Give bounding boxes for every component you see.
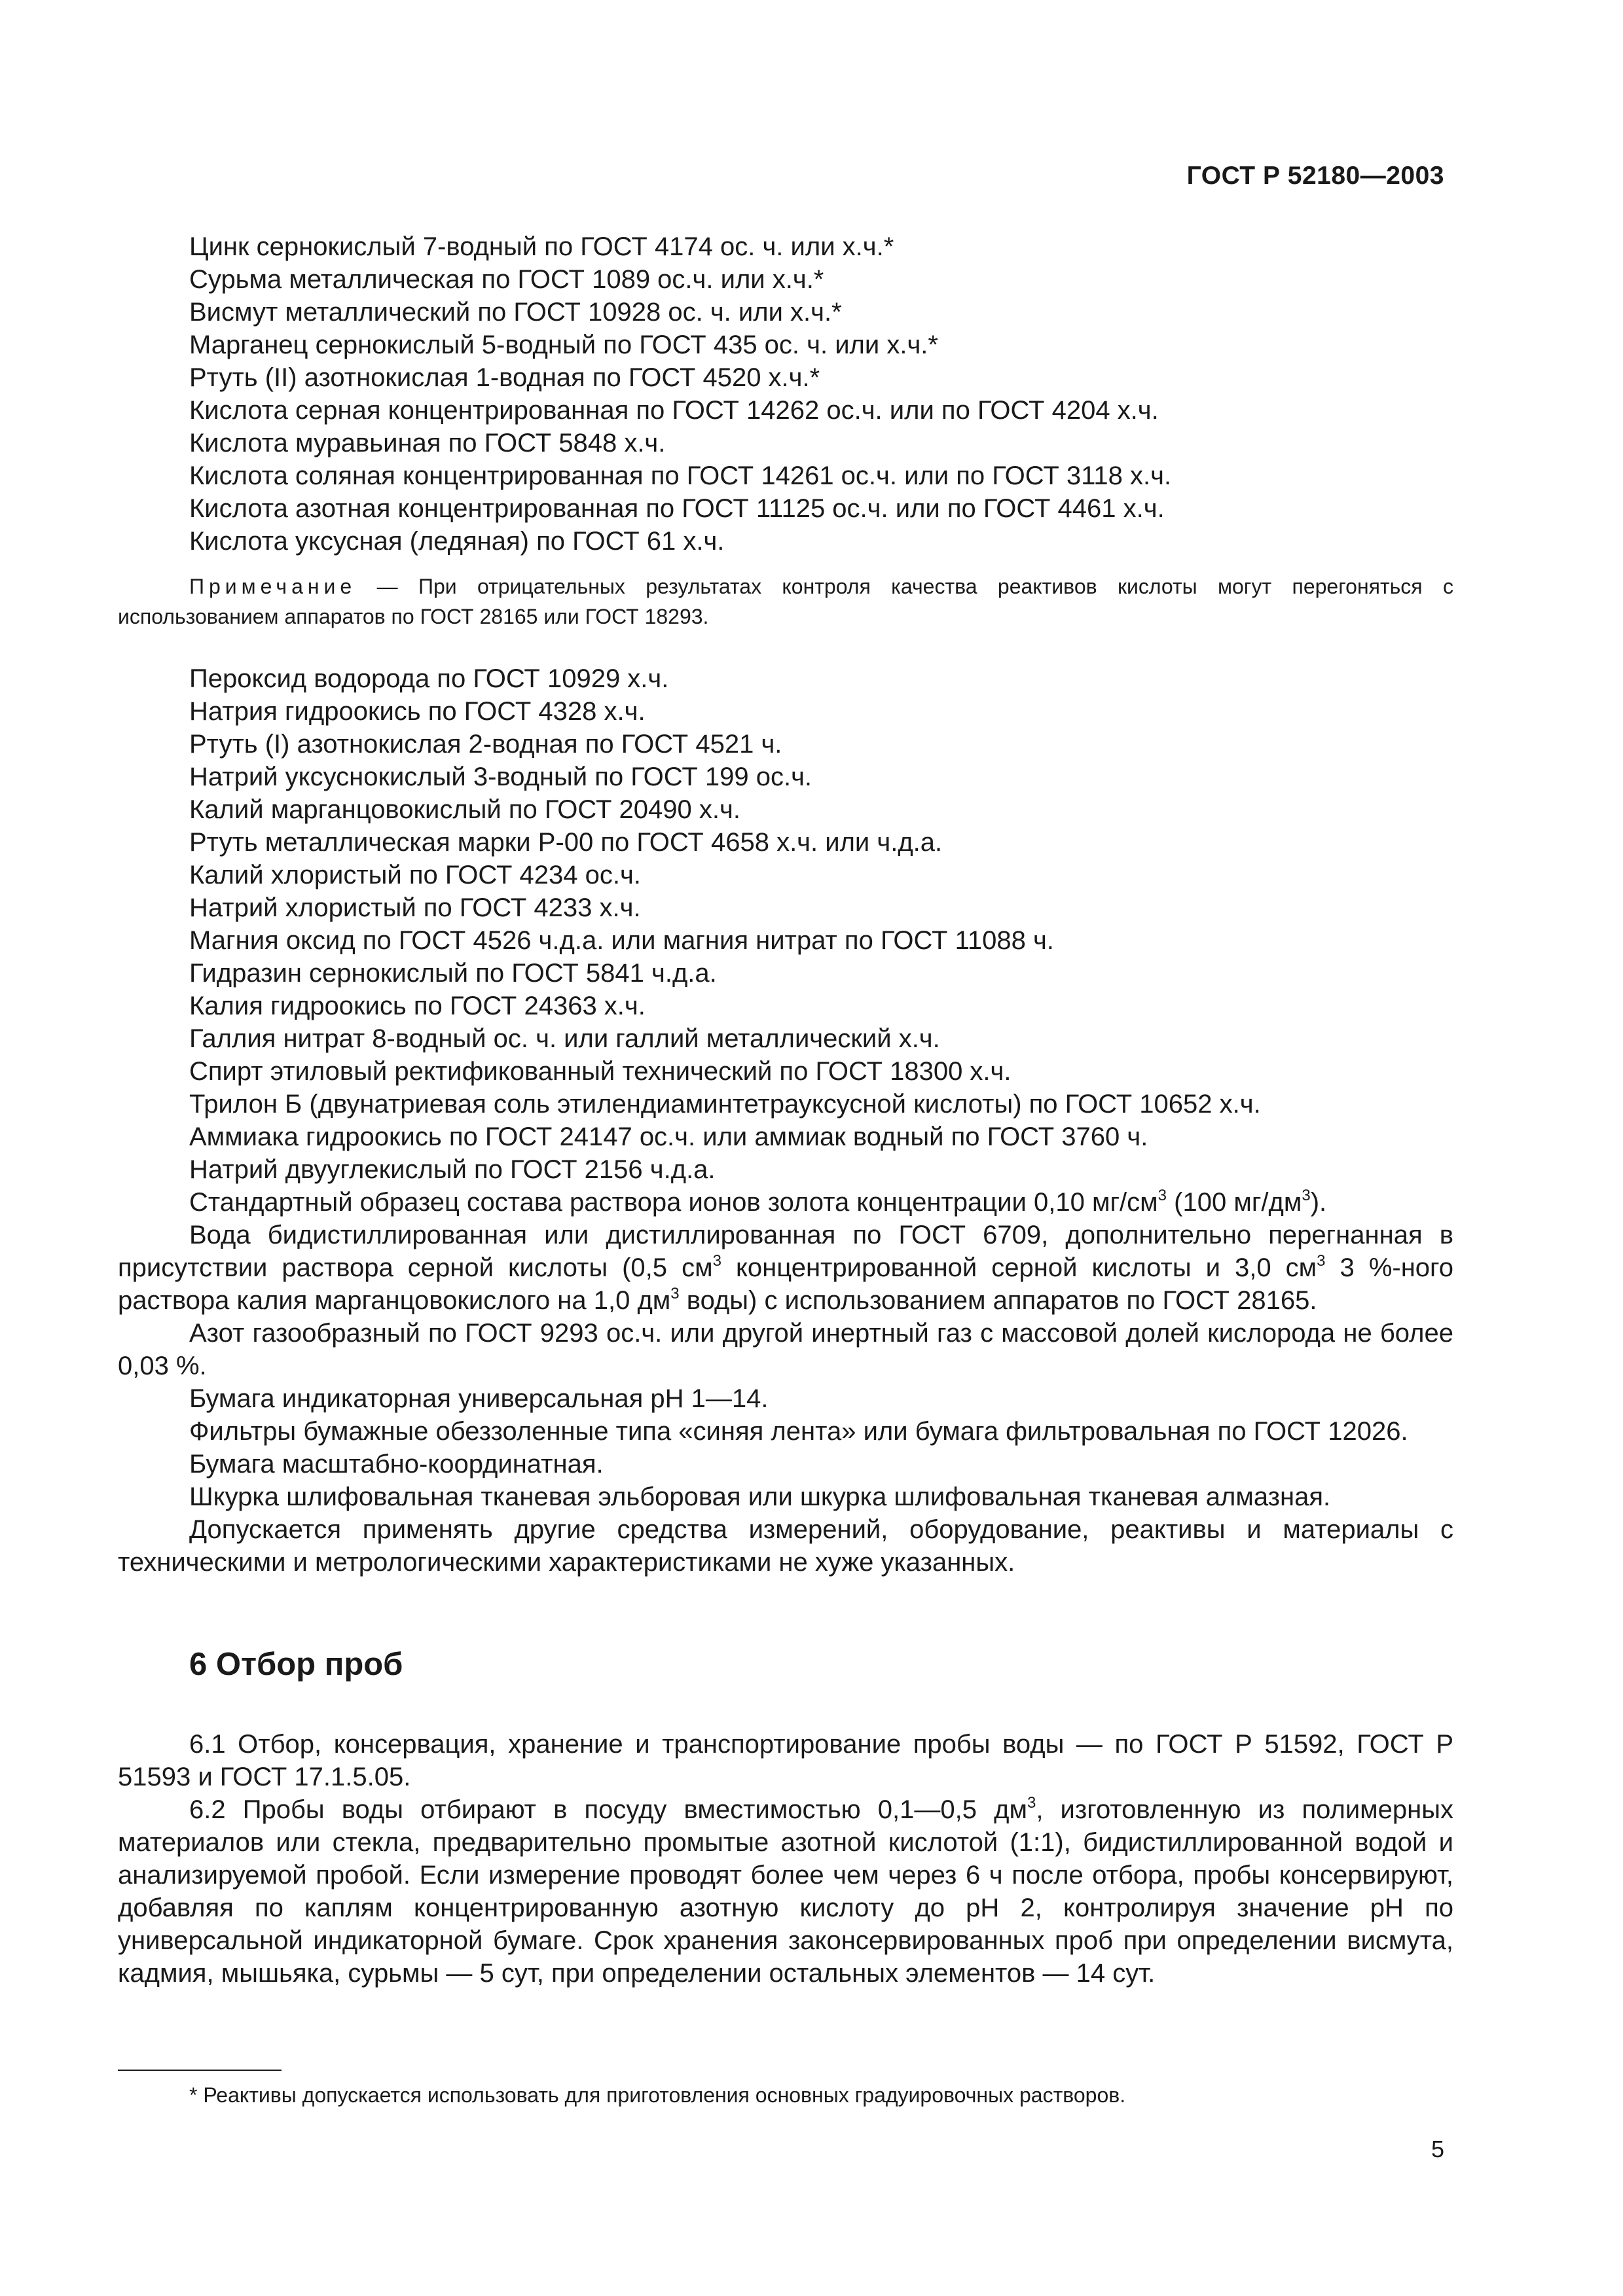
list-item: Натрий уксуснокислый 3-водный по ГОСТ 199 ос.ч.: [189, 762, 812, 791]
reagent-list-1: [118, 230, 1453, 558]
list-item: Марганец сернокислый 5-водный по ГОСТ 435 ос. ч. или х.ч.*: [189, 331, 938, 359]
paragraph: [118, 1793, 1453, 1990]
list-item: Кислота серная концентрированная по ГОСТ 14262 ос.ч. или по ГОСТ 4204 х.ч.: [189, 396, 1159, 425]
superscript: 3: [1302, 1187, 1311, 1204]
text-run: воды) с использованием аппаратов по ГОСТ 28165.: [679, 1286, 1317, 1315]
list-item: Пероксид водорода по ГОСТ 10929 х.ч.: [189, 664, 669, 693]
list-item: Натрий двууглекислый по ГОСТ 2156 ч.д.а.: [189, 1155, 716, 1184]
superscript: 3: [1027, 1794, 1036, 1812]
list-item: Ртуть (I) азотнокислая 2-водная по ГОСТ 4521 ч.: [189, 730, 782, 759]
superscript: 3: [670, 1285, 680, 1302]
note-label: Примечание: [189, 575, 357, 598]
note-text: — При отрицательных результатах контроля качества реактивов кислоты могут перегоняться с использованием аппаратов по ГОСТ 28165 или ГОСТ 18293.: [118, 575, 1453, 628]
reagent-list-2: [118, 662, 1453, 1579]
list-item: Калий марганцовокислый по ГОСТ 20490 х.ч.: [189, 795, 740, 824]
list-item: Висмут металлический по ГОСТ 10928 ос. ч. или х.ч.*: [189, 298, 842, 327]
list-item: Трилон Б (двунатриевая соль этилендиаминтетрауксусной кислоты) по ГОСТ 10652 х.ч.: [189, 1090, 1261, 1119]
paragraph: Бумага индикаторная универсальная рН 1—14.: [189, 1384, 769, 1413]
list-item: Кислота уксусная (ледяная) по ГОСТ 61 х.ч.: [189, 527, 725, 556]
text-run: 6.2 Пробы воды отбирают в посуду вместимостью 0,1—0,5 дм: [189, 1795, 1027, 1824]
list-item: Калия гидроокись по ГОСТ 24363 х.ч.: [189, 992, 646, 1020]
list-item: Натрия гидроокись по ГОСТ 4328 х.ч.: [189, 697, 646, 726]
list-item: Галлия нитрат 8-водный ос. ч. или галлий металлический х.ч.: [189, 1024, 940, 1053]
text-run: , изготовленную из полимерных материалов или стекла, предварительно промытые азотной кислотой (1:1), бидистиллированной водой и анализируемой пробой. Если измерение проводят более чем через 6 ч после отбора, пробы консервируют, добавляя по каплям концентрированную азотную кислоту до рН 2, контролируя значение рН по универсальной индикаторной бумаге. Срок хранения законсервированных проб при определении висмута, кадмия, мышьяка, сурьмы — 5 сут, при определении остальных элементов — 14 сут.: [118, 1795, 1453, 1988]
text-run: (100 мг/дм: [1167, 1188, 1302, 1217]
paragraph: Бумага масштабно-координатная.: [189, 1450, 604, 1479]
list-item: Гидразин сернокислый по ГОСТ 5841 ч.д.а.: [189, 959, 717, 988]
paragraph: Допускается применять другие средства измерений, оборудование, реактивы и материалы с техническими и метрологическими характеристиками не хуже указанных.: [118, 1515, 1453, 1577]
superscript: 3: [1317, 1252, 1326, 1270]
superscript: 3: [1158, 1187, 1167, 1204]
paragraph: Азот газообразный по ГОСТ 9293 ос.ч. или другой инертный газ с массовой долей кислорода не более 0,03 %.: [118, 1319, 1453, 1380]
list-item: Калий хлористый по ГОСТ 4234 ос.ч.: [189, 861, 641, 889]
text-run: ).: [1310, 1188, 1327, 1217]
list-item: Цинк сернокислый 7-водный по ГОСТ 4174 ос. ч. или х.ч.*: [189, 232, 894, 261]
footnote-divider: [118, 2070, 282, 2071]
paragraph: Фильтры бумажные обеззоленные типа «синяя лента» или бумага фильтровальная по ГОСТ 12026.: [189, 1417, 1408, 1446]
list-item: Кислота муравьиная по ГОСТ 5848 х.ч.: [189, 429, 666, 457]
page-number: 5: [1431, 2136, 1444, 2162]
document-header-code: ГОСТ Р 52180—2003: [1186, 162, 1444, 190]
text-run: 3 %-ного раствора калия марганцовокислого на 1,0 дм: [118, 1253, 1453, 1315]
list-item: Ртуть (II) азотнокислая 1-водная по ГОСТ 4520 х.ч.*: [189, 363, 820, 392]
water-paragraph: [118, 1219, 1453, 1317]
list-item: Ртуть металлическая марки Р-00 по ГОСТ 4658 х.ч. или ч.д.а.: [189, 828, 943, 857]
section-6-body: [118, 1728, 1453, 1990]
list-item: Магния оксид по ГОСТ 4526 ч.д.а. или магния нитрат по ГОСТ 11088 ч.: [189, 926, 1054, 955]
list-item: Аммиака гидроокись по ГОСТ 24147 ос.ч. или аммиак водный по ГОСТ 3760 ч.: [189, 1122, 1148, 1151]
list-item: Спирт этиловый ректификованный технический по ГОСТ 18300 х.ч.: [189, 1057, 1012, 1086]
list-item: Сурьма металлическая по ГОСТ 1089 ос.ч. или х.ч.*: [189, 265, 824, 294]
text-run: Вода бидистиллированная или дистиллированная по ГОСТ 6709, дополнительно перегнанная в присутствии раствора серной кислоты (0,5 см: [118, 1221, 1453, 1282]
superscript: 3: [712, 1252, 721, 1270]
section-title: 6 Отбор проб: [189, 1647, 403, 1682]
standard-sample-line: [118, 1186, 1453, 1219]
footnote: * Реактивы допускается использовать для приготовления основных градуировочных растворов.: [189, 2083, 1126, 2107]
list-item: Кислота соляная концентрированная по ГОСТ 14261 ос.ч. или по ГОСТ 3118 х.ч.: [189, 461, 1172, 490]
paragraph: 6.1 Отбор, консервация, хранение и транспортирование пробы воды — по ГОСТ Р 51592, ГОСТ Р 51593 и ГОСТ 17.1.5.05.: [118, 1730, 1453, 1791]
paragraph: Шкурка шлифовальная тканевая эльборовая или шкурка шлифовальная тканевая алмазная.: [189, 1482, 1331, 1511]
text-run: концентрированной серной кислоты и 3,0 см: [721, 1253, 1317, 1282]
list-item: Кислота азотная концентрированная по ГОСТ 11125 ос.ч. или по ГОСТ 4461 х.ч.: [189, 494, 1165, 523]
list-item: Натрий хлористый по ГОСТ 4233 х.ч.: [189, 893, 641, 922]
note-paragraph: [118, 571, 1453, 632]
text-run: Стандартный образец состава раствора ионов золота концентрации 0,10 мг/см: [189, 1188, 1158, 1217]
